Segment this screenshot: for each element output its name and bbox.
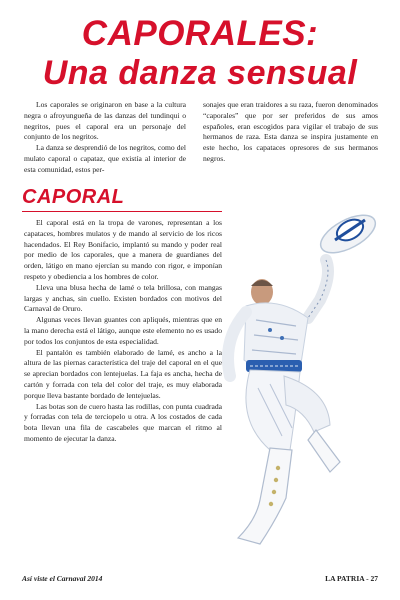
dancer-photo <box>200 200 400 570</box>
body-paragraph: El pantalón es también elaborado de lamé, es ancho a la altura de las piernas característica del traje del caporal en el que se aprecian bordados con lentejuelas. La faja es ancha, hecha de cartón y forrada con tela del color del traje, es muy elaborada porque lleva bastante bordado de lentejuelas. <box>24 347 222 400</box>
footer-publication: Así viste el Carnaval 2014 <box>22 574 103 583</box>
footer-page: LA PATRIA - 27 <box>325 574 378 583</box>
page-number: 27 <box>370 574 378 583</box>
page-title: CAPORALES: <box>81 14 319 53</box>
intro-paragraph: La danza se desprendió de los negritos, como del mulato caporal o capataz, que existía al interior de esta comunidad, estos per- <box>24 143 186 174</box>
body-paragraph: Las botas son de cuero hasta las rodillas, con punta cuadrada y forradas con tela de terciopelo u otra. A los costados de cada bota llevan una fila de cascabeles que marcan el ritmo al momento de ejecutar la danza. <box>24 401 222 443</box>
intro-paragraph: Los caporales se originaron en base a la cultura negra o afroyungueña de las danzas del tundinqui o negritos, pues el caporal era un personaje del conjunto de los negritos. <box>24 100 186 142</box>
section-rule <box>22 211 222 212</box>
body-paragraph: El caporal está en la tropa de varones, representan a los capataces, hombres mulatos y de mando al servicio de los ricos hacendados. El Rey Bonifacio, implantó su mando y poder real por medio de los caporales, que a manera de guardianes del orden, látigo en mano ejercían su mando con rigor, e imponían respeto y obediencia a los hombres de color. <box>24 218 222 281</box>
intro-paragraph: sonajes que eran traidores a su raza, fueron denominados “caporales” que por ser preferidos de sus amos españoles, eran escogidos para vigilar el trabajo de sus hermanos de raza. Esta danza se inspira justamente en este hecho, los capataces opresores de sus hermanos negros. <box>203 100 378 163</box>
footer-newspaper: LA PATRIA <box>325 574 365 583</box>
body-paragraph: Lleva una blusa hecha de lamé o tela brillosa, con mangas largas y anchas, sin cuello. Existen bordados con motivos del Carnaval de Oruro. <box>24 282 222 314</box>
body-column <box>24 218 222 445</box>
intro-column-left <box>24 100 186 176</box>
page-subtitle: Una danza sensual <box>42 54 358 92</box>
intro-column-right <box>203 100 378 165</box>
section-heading: CAPORAL <box>22 186 125 208</box>
hat-icon <box>315 208 381 261</box>
body-paragraph: Algunas veces llevan guantes con apliqués, mientras que en la mano derecha está el látigo, aunque este elemento no es usado por todos los conjuntos de esta especialidad. <box>24 315 222 346</box>
